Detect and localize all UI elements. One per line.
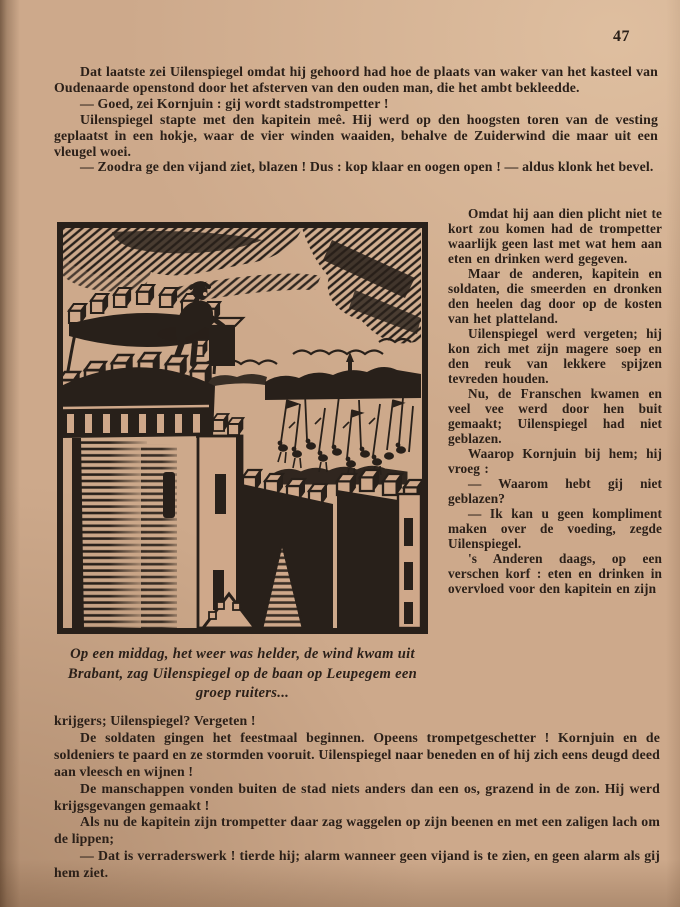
paragraph: Waarop Kornjuin bij hem; hij vroeg :	[448, 446, 662, 476]
paragraph: Uilenspiegel stapte met den kapitein meê. Hij werd op den hoogsten toren van de vesting geplaatst in een hokje, waar de vier winden waaiden, behalve de Zuiderwind die maar uit een vleugel woei.	[54, 111, 658, 159]
paragraph: — Goed, zei Kornjuin : gij wordt stadstrompetter !	[80, 95, 389, 111]
right-column-text	[448, 206, 662, 596]
paragraph: 's Anderen daags, op een verschen korf : eten en drinken in overvloed voor den kapitein en zijn	[448, 551, 662, 596]
paragraph: Nu, de Franschen kwamen en veel vee werd door hen buit gemaakt; Uilenspiegel had niet geblazen.	[448, 386, 662, 446]
paragraph: — Ik kan u geen kompliment maken over de voeding, zegde Uilenspiegel.	[448, 506, 662, 551]
paragraph: krijgers; Uilenspiegel? Vergeten !	[54, 713, 256, 728]
illustration-caption: Op een middag, het weer was helder, de wind kwam uit Brabant, zag Uilenspiegel op de baan op Leupegem een groep ruiters...	[67, 646, 418, 702]
bottom-text-block	[54, 713, 660, 882]
paragraph: — Waarom hebt gij niet geblazen?	[448, 476, 662, 506]
paragraph: De soldaten gingen het feestmaal beginnen. Opeens trompetgeschetter ! Kornjuin en de soldeniers te paard en ze stormden vooruit. Uilenspiegel naar beneden en of hij zich eens deugd deed aan vleesch en wijnen !	[54, 729, 660, 779]
page-number: 47	[613, 28, 630, 45]
top-text-block	[54, 64, 658, 175]
paragraph: Uilenspiegel werd vergeten; hij kon zich met zijn magere soep en den reuk van lekkere spijzen tevreden houden.	[448, 326, 662, 386]
paragraph: Dat laatste zei Uilenspiegel omdat hij gehoord had hoe de plaats van waker van het kasteel van Oudenaarde openstond door het afsterven van den ouden man, die het ambt bekleedde.	[54, 64, 658, 95]
woodcut-castle-illustration	[57, 222, 428, 634]
paragraph: Omdat hij aan dien plicht niet te kort zou komen had de trompetter waarlijk geen last met wat hem aan eten en drinken werd gegeven.	[448, 206, 662, 266]
paragraph: — Zoodra ge den vijand ziet, blazen ! Dus : kop klaar en oogen open ! — aldus klonk het bevel.	[80, 159, 654, 175]
riders-group	[273, 394, 413, 484]
paragraph: Maar de anderen, kapitein en soldaten, die smeerden en dronken den heelen dag door op de kosten van het platteland.	[448, 266, 662, 326]
horizon-hills	[205, 339, 421, 400]
paragraph: — Dat is verraderswerk ! tierde hij; alarm wanneer geen vijand is te zien, en geen alarm als gij hem ziet.	[54, 848, 660, 881]
paragraph: Als nu de kapitein zijn trompetter daar zag waggelen op zijn beenen en met een zaligen lach om de lippen;	[54, 814, 660, 847]
paragraph: De manschappen vonden buiten de stad niets anders dan een os, grazend in de zon. Hij werd krijgsgevangen gemaakt !	[54, 780, 660, 813]
